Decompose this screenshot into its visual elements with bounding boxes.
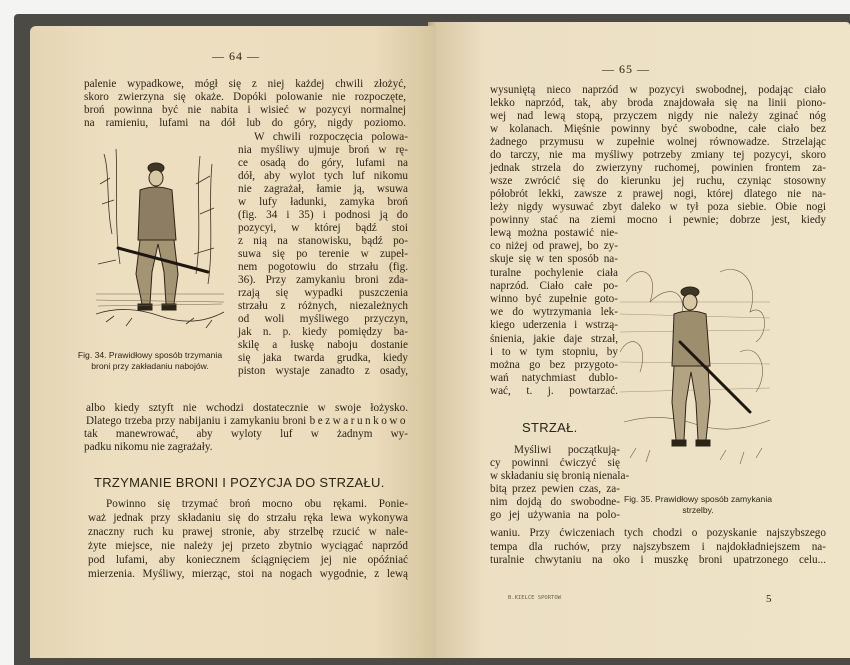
left-wrap-line-11: nem pogotowiu do strzału (fig. xyxy=(238,261,408,273)
right-top-line-5: żadnego przymusu w zupełnie wolnej równowadze. Strzelając xyxy=(490,136,826,148)
left-section-line-1: Powinno się trzymać broń mocno obu rękami. Ponie- xyxy=(106,498,408,510)
left-section-line-5: pod lufami, aby koniecznem ściągnięciem jej nie opóźniać xyxy=(88,554,408,566)
right-wrap-line-6: winno być zupełnie goto- xyxy=(490,293,618,305)
left-section-line-2: waż jednak przy składaniu się do strzału ręka lewa wykonywa xyxy=(88,512,408,524)
section-heading-strzal: STRZAŁ. xyxy=(522,420,578,435)
right-page xyxy=(436,22,850,658)
signature-mark: 5 xyxy=(766,593,772,605)
right-bottom-line-1: waniu. Przy ćwiczeniach tych chodzi o pozyskanie najszybszego xyxy=(490,527,826,539)
right-bottom-line-3: turalnie chwytaniu na oko i muszkę broni upatrzonego celu... xyxy=(490,554,826,566)
left-wrap-line-3: ce osadą do góry, lufami na xyxy=(238,157,408,169)
figure-34-caption-line-2: broni przy zakładaniu nabojów. xyxy=(91,361,209,371)
right-wrap-line-4: turalne pochylenie ciała xyxy=(490,266,618,279)
left-top-line-2: skoro zwierzyna się okaże. Dopóki polowanie nie rozpoczęte, xyxy=(84,91,406,103)
page-number-64: — 64 — xyxy=(212,49,260,63)
right-top-line-11: powinny stać na ziemi mocno i pewnie; dobrze jest, kiedy xyxy=(490,214,826,226)
right-wrap-line-9: śnienia, jakie daje strzał, xyxy=(490,332,618,345)
right-top-line-9: półobrót lekki, zawsze z prawej nogi, której dlatego nie na- xyxy=(490,188,826,200)
left-wrap-line-8: pozycyi, w której bądź stoi xyxy=(238,222,408,234)
left-section-line-6: mierzenia. Myśliwy, mierząc, stoi na nogach wygodnie, z lewą xyxy=(88,568,408,580)
left-wrap-line-16: jak n. p. kiedy pomiędzy ba- xyxy=(238,326,408,338)
left-wrap-line-5: nie zagrażał, łamie ją, wsuwa xyxy=(238,183,408,195)
right-wrap-line-3: skuje się w ten sposób na- xyxy=(490,253,618,266)
right-top-line-2: lekko naprzód, tak, aby broda znajdowała się na linii piono- xyxy=(490,97,826,109)
right-section-line-3: w składaniu się bronią nienala- xyxy=(490,470,630,482)
right-wrap-line-5: naprzód. Ciało całe po- xyxy=(490,279,618,292)
left-wrap-line-6: w lufy ładunki, zamyka broń xyxy=(238,196,408,208)
figure-34-caption-line-1: Fig. 34. Prawidłowy sposób trzymania xyxy=(77,350,223,360)
left-page xyxy=(30,26,434,658)
left-wrap-line-13: rzają się wypadki puszczenia xyxy=(238,287,408,299)
left-top-line-4: na ramieniu, lufami na dół lub do góry, nigdy poziomo. xyxy=(84,117,406,129)
right-wrap-line-12: wań natychmiast dublo- xyxy=(490,372,618,385)
left-line-rest: tak manewrować, aby wyloty luf w żadnym wy- xyxy=(84,428,408,440)
left-wrap-line-4: dół, aby wylot tych luf nikomu xyxy=(238,170,408,182)
figure-35-illustration xyxy=(620,262,770,472)
left-section-line-3: znaczny ruch ku prawej stronie, aby strzelbę rzucić w nale- xyxy=(88,526,408,538)
right-top-line-3: wej nad lewą stopą, przyczem nigdy nie należy zginać nóg xyxy=(490,110,826,122)
right-section-line-6: go jej używania na polo- xyxy=(490,509,620,521)
right-wrap-line-8: kiego uderzenia i wstrzą- xyxy=(490,319,618,332)
figure-35-caption xyxy=(620,494,776,516)
left-wrap-line-9: z nią na stanowisku, bądź po- xyxy=(238,235,408,247)
right-top-line-10: leży nigdy wysuwać zbyt daleko w tył poza siebie. Obie nogi xyxy=(490,201,826,213)
left-wrap-line-18: się jaka twarda grudka, kiedy xyxy=(238,352,408,364)
left-wrap-line-17: skilę a łuskę naboju dostanie xyxy=(238,339,408,351)
right-top-line-6: do tarczy, nie ma myśliwy potrzeby zmiany tej pozycyi, skoro xyxy=(490,149,826,161)
right-section-line-1: Myśliwi początkują- xyxy=(514,444,620,456)
right-top-line-7: jednak strzela do zwierzyny ruchomej, powinien frontem za- xyxy=(490,162,826,174)
left-top-line-3: broń powinna być nie nabita i wisieć w pozycyi normalnej xyxy=(84,104,406,116)
left-wrap-line-2: nia myśliwy ujmuje broń w rę- xyxy=(238,144,408,156)
figure-34-caption xyxy=(64,350,236,372)
figure-35-caption-line-1: Fig. 35. Prawidłowy sposób zamykania xyxy=(623,494,773,504)
right-bottom-line-2: tempa dla ruchów, przy najszybszem i najdokładniejszem na- xyxy=(490,540,826,553)
right-top-line-1: wysuniętą nieco naprzód w pozycyi swobodnej, podając ciało xyxy=(490,84,826,96)
left-line-para-end: padku nikomu nie zagrażały. xyxy=(84,441,213,453)
left-wrap-line-1: W chwili rozpoczęcia polowa- xyxy=(254,131,408,143)
left-line-spaced xyxy=(86,415,408,428)
emphasis-word: bezwarunkowo xyxy=(309,415,408,427)
left-wrap-line-10: suwa się po terenie w zupeł- xyxy=(238,248,408,260)
left-wrap-line-7: (fig. 34 i 35) i podnosi ją do xyxy=(238,209,408,221)
left-top-line-1: palenie wypadkowe, mógł się z niej każdej chwili złożyć, xyxy=(84,78,406,90)
page-number-65: — 65 — xyxy=(602,62,650,76)
left-wrap-line-15: od woli myśliwego przyczyn, xyxy=(238,313,408,325)
right-wrap-line-7: we do wytrzymania lek- xyxy=(490,306,618,319)
right-wrap-line-10: i to w tym stopniu, by xyxy=(490,345,618,358)
left-section-line-4: żyte miejsce, nie należy jej przeto zbytnio wyciągać naprzód xyxy=(88,540,408,552)
left-wrap-line-14: strzału z różnych, niezależnych xyxy=(238,300,408,312)
left-wrap-line-19: piston wystaje zanadto z osady, xyxy=(238,365,408,377)
figure-34-illustration xyxy=(96,144,224,334)
right-wrap-line-11: można go bez przygoto- xyxy=(490,359,618,371)
left-wrap-line-12: 36). Przy zamykaniu broni zda- xyxy=(238,274,408,286)
left-line-spaced-prefix: Dlatego trzeba przy nabijaniu i zamykaniu broni xyxy=(86,415,307,427)
right-top-line-4: w kolanach. Mięśnie powinny być swobodne, całe ciało bez xyxy=(490,123,826,135)
right-top-line-8: wsze zwrócić się do kierunku jej ruchu, czyniąc stosowny xyxy=(490,175,826,187)
footer-mark: B.KIELCE SPORTOW xyxy=(508,595,561,601)
right-wrap-line-13: wać, t. j. powtarzać. xyxy=(490,385,618,398)
figure-35-caption-line-2: strzelby. xyxy=(682,505,714,515)
right-wrap-line-2: co niżej od prawej, bo zy- xyxy=(490,240,618,253)
left-after-line-1: albo kiedy sztyft nie wchodzi dostatecznie w swoje łożysko. xyxy=(86,402,408,414)
right-wrap-line-1: lewą można postawić nie- xyxy=(490,227,618,239)
right-section-line-2: cy powinni ćwiczyć się xyxy=(490,457,620,469)
section-heading-trzymanie: TRZYMANIE BRONI I POZYCJA DO STRZAŁU. xyxy=(94,475,385,490)
right-section-line-4: bitą przez pewien czas, za- xyxy=(490,483,620,495)
right-section-line-5: nim dojdą do swobodne- xyxy=(490,496,620,508)
